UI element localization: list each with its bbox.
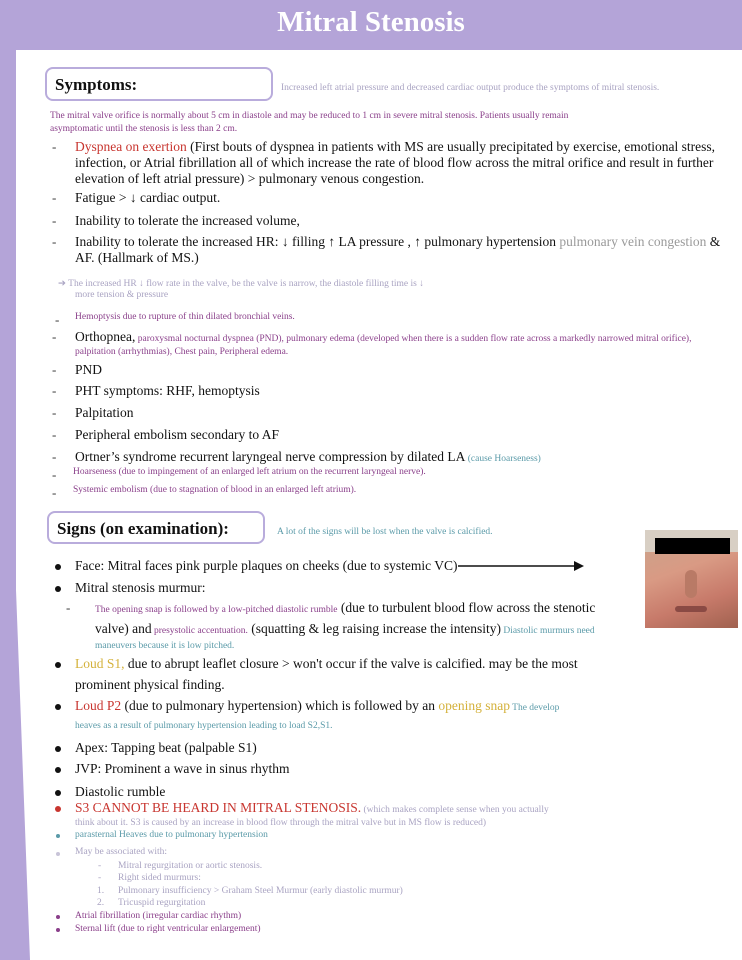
dash-marker: - (55, 312, 60, 327)
bullet-marker (55, 704, 61, 710)
dash-marker: - (52, 383, 57, 398)
af-text: Atrial fibrillation (irregular cardiac rhythm) (75, 911, 242, 921)
assoc-item-3: Pulmonary insufficiency > Graham Steel Murmur (early diastolic murmur) (118, 886, 403, 896)
bullet-marker (55, 662, 61, 668)
loud-p2-line1: Loud P2 (due to pulmonary hypertension) which is followed by an opening snap The develop (75, 698, 560, 713)
bullet-marker (56, 915, 60, 919)
arrow-icon (458, 560, 584, 572)
bullet-marker (55, 746, 61, 752)
assoc-item-4: Tricuspid regurgitation (118, 898, 206, 908)
hr-line2: AF. (Hallmark of MS.) (75, 250, 199, 265)
s3-line1: S3 CANNOT BE HEARD IN MITRAL STENOSIS. (which makes complete sense when you actually (75, 800, 549, 815)
ortner-text: Ortner’s syndrome recurrent laryngeal nerve compression by dilated LA (cause Hoarseness) (75, 449, 541, 464)
pnd-text: PND (75, 362, 103, 377)
assoc-item-1: Mitral regurgitation or aortic stenosis. (118, 861, 263, 871)
dyspnea-line3: elevation of left atrial pressure) > pulmonary venous congestion. (75, 171, 425, 186)
snap-line2: valve) and presystolic accentuation. (squatting & leg raising increase the intensity) Diastolic murmurs need (95, 621, 595, 636)
sternal-text: Sternal lift (due to right ventricular enlargement) (75, 924, 261, 934)
assoc-mark-2: - (98, 873, 102, 883)
snap-line1: The opening snap is followed by a low-pitched diastolic rumble (due to turbulent blood flow across the stenotic (95, 600, 596, 615)
s3-line2: think about it. S3 is caused by an increase in blood flow through the mitral valve but in MS flow is reduced) (75, 818, 487, 828)
title-bar (0, 0, 742, 50)
systemic-text: Systemic embolism (due to stagnation of blood in an enlarged left atrium). (73, 485, 357, 495)
dash-marker: - (52, 234, 57, 249)
hoarseness-text: Hoarseness (due to impingement of an enlarged left atrium on the recurrent laryngeal nerve). (73, 467, 426, 477)
palpitation-text: Palpitation (75, 405, 134, 420)
murmur-text: Mitral stenosis murmur: (75, 580, 206, 595)
sidebar-decoration (0, 50, 30, 960)
associated-heading: May be associated with: (75, 847, 168, 857)
dash-marker: - (52, 190, 57, 205)
arrow-note-line2: more tension & pressure (75, 290, 169, 300)
dash-marker: - (52, 485, 57, 500)
bullet-marker (55, 564, 61, 570)
bullet-marker (56, 852, 60, 856)
hr-line1: Inability to tolerate the increased HR: ↓ filling ↑ LA pressure , ↑ pulmonary hypertension pulmonary vein congestion & (75, 234, 721, 249)
assoc-mark-4: 2. (97, 898, 105, 908)
bullet-marker (55, 767, 61, 773)
dyspnea-line2: infection, or Atrial fibrillation all of which increase the rate of blood flow across the mitral orifice and result in further (75, 155, 714, 170)
loud-s1-line1: Loud S1, due to abrupt leaflet closure > won't occur if the valve is calcified. may be the most (75, 656, 578, 671)
symptoms-side-note: Increased left atrial pressure and decreased cardiac output produce the symptoms of mitral stenosis. (281, 83, 660, 93)
bullet-marker (55, 790, 61, 796)
dash-marker: - (66, 600, 71, 615)
symptoms-intro-line2: asymptomatic until the stenosis is less than 2 cm. (50, 124, 238, 134)
dash-marker: - (52, 427, 57, 442)
parasternal-heaves: parasternal Heaves due to pulmonary hypertension (75, 830, 268, 840)
signs-heading: Signs (on examination): (47, 511, 265, 544)
symptoms-intro-line1: The mitral valve orifice is normally about 5 cm in diastole and may be reduced to 1 cm in severe mitral stenosis. Patients usually remain (50, 111, 569, 121)
dash-marker: - (52, 362, 57, 377)
patient-face-photo (645, 530, 738, 628)
rumble-text: Diastolic rumble (75, 784, 166, 799)
fatigue-text: Fatigue > ↓ cardiac output. (75, 190, 221, 205)
dash-marker: - (52, 449, 57, 464)
orthopnea-line2: palpitation (arrhythmias), Chest pain, Peripheral edema. (75, 347, 289, 357)
assoc-mark-1: - (98, 861, 102, 871)
loud-s1-line2: prominent physical finding. (75, 677, 225, 692)
apex-text: Apex: Tapping beat (palpable S1) (75, 740, 257, 755)
face-text: Face: Mitral faces pink purple plaques on cheeks (due to systemic VC) (75, 558, 458, 573)
arrow-note-line1: ➔ The increased HR ↓ flow rate in the valve, be the valve is narrow, the diastole filling time is ↓ (58, 279, 424, 289)
heaves-text: heaves as a result of pulmonary hypertension leading to load S2,S1. (75, 721, 333, 731)
dash-marker: - (52, 405, 57, 420)
bullet-marker (56, 928, 60, 932)
embolism-text: Peripheral embolism secondary to AF (75, 427, 279, 442)
sidebar-shape (0, 50, 30, 960)
dash-marker: - (52, 467, 57, 482)
assoc-item-2: Right sided murmurs: (118, 873, 201, 883)
symptoms-heading: Symptoms: (45, 67, 273, 101)
dash-marker: - (52, 329, 57, 344)
eye-censor-bar (655, 538, 730, 554)
pht-text: PHT symptoms: RHF, hemoptysis (75, 383, 260, 398)
bullet-marker (55, 586, 61, 592)
dash-marker: - (52, 139, 57, 154)
orthopnea-line1: Orthopnea, paroxysmal nocturnal dyspnea (PND), pulmonary edema (developed when there is a sudden flow rate across a markedly narrowed mitral orifice), (75, 329, 692, 344)
dash-marker: - (52, 213, 57, 228)
jvp-text: JVP: Prominent a wave in sinus rhythm (75, 761, 290, 776)
signs-side-note: A lot of the signs will be lost when the valve is calcified. (277, 527, 493, 537)
volume-text: Inability to tolerate the increased volume, (75, 213, 300, 228)
dyspnea-title: Dyspnea on exertion (75, 139, 187, 154)
bullet-marker (55, 806, 61, 812)
dyspnea-line1: Dyspnea on exertion (First bouts of dyspnea in patients with MS are usually precipitated by exercise, emotional stress, (75, 139, 715, 154)
hemoptysis-text: Hemoptysis due to rupture of thin dilated bronchial veins. (75, 312, 295, 322)
maneuvers-text: maneuvers because it is low pitched. (95, 641, 235, 651)
assoc-mark-3: 1. (97, 886, 105, 896)
page-title: Mitral Stenosis (277, 6, 465, 38)
bullet-marker (56, 834, 60, 838)
